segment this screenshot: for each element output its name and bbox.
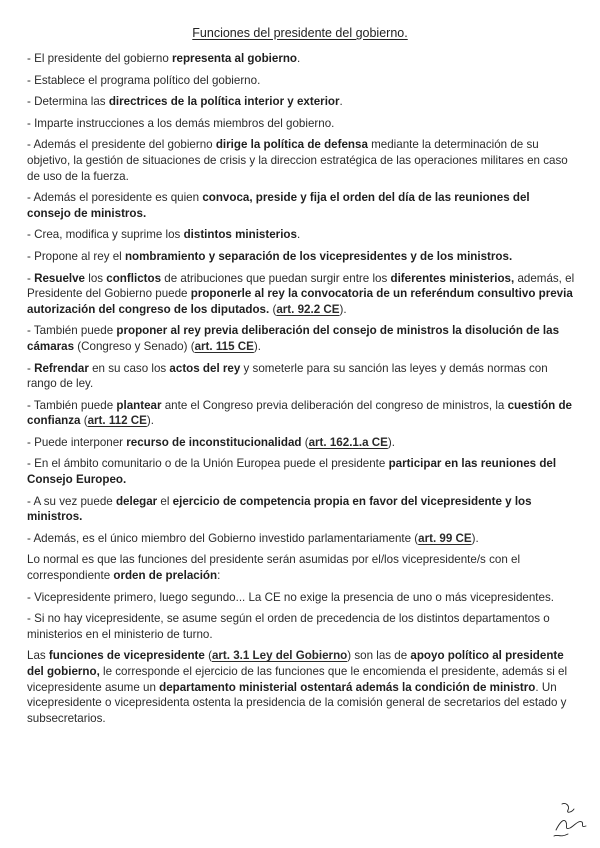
paragraph (27, 456, 575, 487)
text-segment: los (85, 271, 107, 285)
document-title (0, 26, 600, 40)
paragraph (27, 611, 575, 642)
paragraph (27, 190, 575, 221)
text-segment: ( (80, 414, 88, 428)
paragraph (27, 271, 575, 318)
text-segment: ). (339, 302, 347, 316)
emphasized-text: distintos ministerios (183, 228, 297, 242)
paragraph (27, 323, 575, 354)
emphasized-text: recurso de inconstitucionalidad (126, 435, 302, 449)
text-segment: - Imparte instrucciones a los demás miembros del gobierno. (27, 116, 335, 130)
paragraph (27, 531, 575, 547)
emphasized-text: conflictos (106, 271, 162, 285)
paragraph (27, 648, 575, 726)
text-segment: (Congreso y Senado) ( (74, 339, 195, 353)
emphasized-text: proponer al rey previa deliberación del consejo de ministros la disolución de las cámaras (27, 324, 560, 353)
text-segment: ) son las de (347, 649, 411, 663)
text-segment: ante el Congreso previa deliberación del congreso de ministros, la (161, 398, 508, 412)
paragraph (27, 227, 575, 243)
text-segment: - Puede interponer (27, 435, 127, 449)
emphasized-text: funciones de vicepresidente (48, 649, 205, 663)
paragraph (27, 398, 575, 429)
paragraph (27, 51, 575, 67)
title-text: Funciones del presidente del gobierno. (192, 26, 408, 40)
text-segment: : (217, 569, 221, 583)
text-segment: - Además, es el único miembro del Gobierno investido parlamentariamente ( (27, 531, 419, 545)
text-segment: - Propone al rey el (27, 249, 125, 263)
emphasized-text: convoca, preside y fija el orden del día de las reuniones del consejo de ministros. (27, 191, 530, 220)
text-segment: - Vicepresidente primero, luego segundo... La CE no exige la presencia de uno o más vicepresidentes. (27, 590, 554, 604)
paragraph (27, 137, 575, 184)
emphasized-text: nombramiento y separación de los vicepresidentes y de los ministros. (124, 249, 513, 263)
text-segment: - También puede (27, 324, 117, 338)
paragraph (27, 552, 575, 583)
paragraph (27, 494, 575, 525)
text-segment: - Si no hay vicepresidente, se asume según el orden de precedencia de los distintos departamentos o ministerios en el ministerio de turno. (27, 612, 550, 641)
legal-reference: art. 115 CE (194, 339, 254, 353)
text-segment: ). (387, 435, 395, 449)
text-segment: ). (253, 339, 261, 353)
emphasized-text: Refrendar (34, 361, 89, 375)
text-segment: - Establece el programa político del gobierno. (27, 73, 261, 87)
paragraph (27, 94, 575, 110)
text-segment: el (157, 494, 173, 508)
text-segment: . (339, 95, 343, 109)
text-segment: le corresponde el ejercicio de las funciones que le encomienda el presidente, además si el vicepresidente asume un (27, 665, 568, 694)
text-segment: de atribuciones que puedan surgir entre los (161, 271, 391, 285)
text-segment: - El presidente del gobierno (27, 52, 173, 65)
emphasized-text: orden de prelación (113, 569, 218, 583)
text-segment: - (27, 271, 35, 285)
text-segment: . (296, 228, 301, 242)
paragraph (27, 361, 575, 392)
emphasized-text: representa al gobierno (172, 52, 298, 65)
text-segment: y someterle para su sanción las leyes y demás normas con rango de ley. (27, 361, 548, 391)
text-segment: ( (301, 435, 309, 449)
text-segment: ). (146, 414, 154, 428)
document-body (27, 51, 575, 732)
text-segment: - Determina las (27, 95, 109, 109)
emphasized-text: ejercicio de competencia propia en favor del vicepresidente y los ministros. (27, 494, 532, 524)
emphasized-text: delegar (115, 494, 158, 508)
legal-reference: art. 112 CE (87, 414, 147, 428)
text-segment: - A su vez puede (27, 494, 116, 508)
text-segment: . Un vicepresidente o vicepresidenta ostenta la presidencia de la comisión general de secretarios del estado y subsecretarios. (27, 680, 567, 725)
text-segment: Lo normal es que las funciones del presidente serán asumidas por el/los vicepresidente/s con el correspondiente (27, 553, 521, 583)
emphasized-text: Resuelve (34, 271, 86, 285)
text-segment: - Además el poresidente es quien (27, 191, 203, 205)
emphasized-text: plantear (116, 398, 162, 412)
text-segment: - Además el presidente del gobierno (27, 138, 216, 152)
text-segment: mediante la determinación de su objetivo, la gestión de situaciones de crisis y la direccion estratégica de las operaciones militares en caso de uso de la fuerza. (27, 138, 568, 183)
emphasized-text: actos del rey (169, 361, 241, 375)
emphasized-text: diferentes ministerios, (390, 271, 515, 285)
text-segment: - También puede (27, 398, 117, 412)
text-segment: además, el Presidente del Gobierno puede (27, 271, 575, 301)
paragraph (27, 590, 575, 606)
text-segment: - (27, 361, 35, 375)
text-segment: ( (204, 649, 212, 663)
legal-reference: art. 92.2 CE (276, 302, 340, 316)
text-segment: en su caso los (88, 361, 170, 375)
text-segment: . (297, 52, 301, 65)
text-segment: ). (471, 531, 479, 545)
text-segment: - En el ámbito comunitario o de la Unión Europea puede el presidente (27, 457, 389, 471)
emphasized-text: proponerle al rey la convocatoria de un referéndum consultivo previa autorización del congreso de los diputados. (27, 287, 573, 316)
paragraph (27, 73, 575, 89)
text-segment: ( (269, 302, 277, 316)
legal-reference: art. 99 CE (418, 531, 472, 545)
legal-reference: art. 162.1.a CE (308, 435, 388, 449)
emphasized-text: dirige la política de defensa (215, 138, 368, 152)
paragraph (27, 249, 575, 265)
paragraph (27, 116, 575, 132)
text-segment: - Crea, modifica y suprime los (27, 228, 184, 242)
paragraph (27, 435, 575, 451)
emphasized-text: cuestión de confianza (27, 398, 573, 428)
signature-icon (548, 800, 592, 840)
emphasized-text: apoyo político al presidente del gobierno, (27, 649, 564, 678)
emphasized-text: directrices de la política interior y exterior (108, 95, 340, 109)
text-segment: Las (27, 649, 49, 663)
emphasized-text: participar en las reuniones del Consejo Europeo. (27, 457, 557, 487)
emphasized-text: departamento ministerial ostentará además la condición de ministro (159, 680, 536, 694)
legal-reference: art. 3.1 Ley del Gobierno (211, 649, 348, 663)
